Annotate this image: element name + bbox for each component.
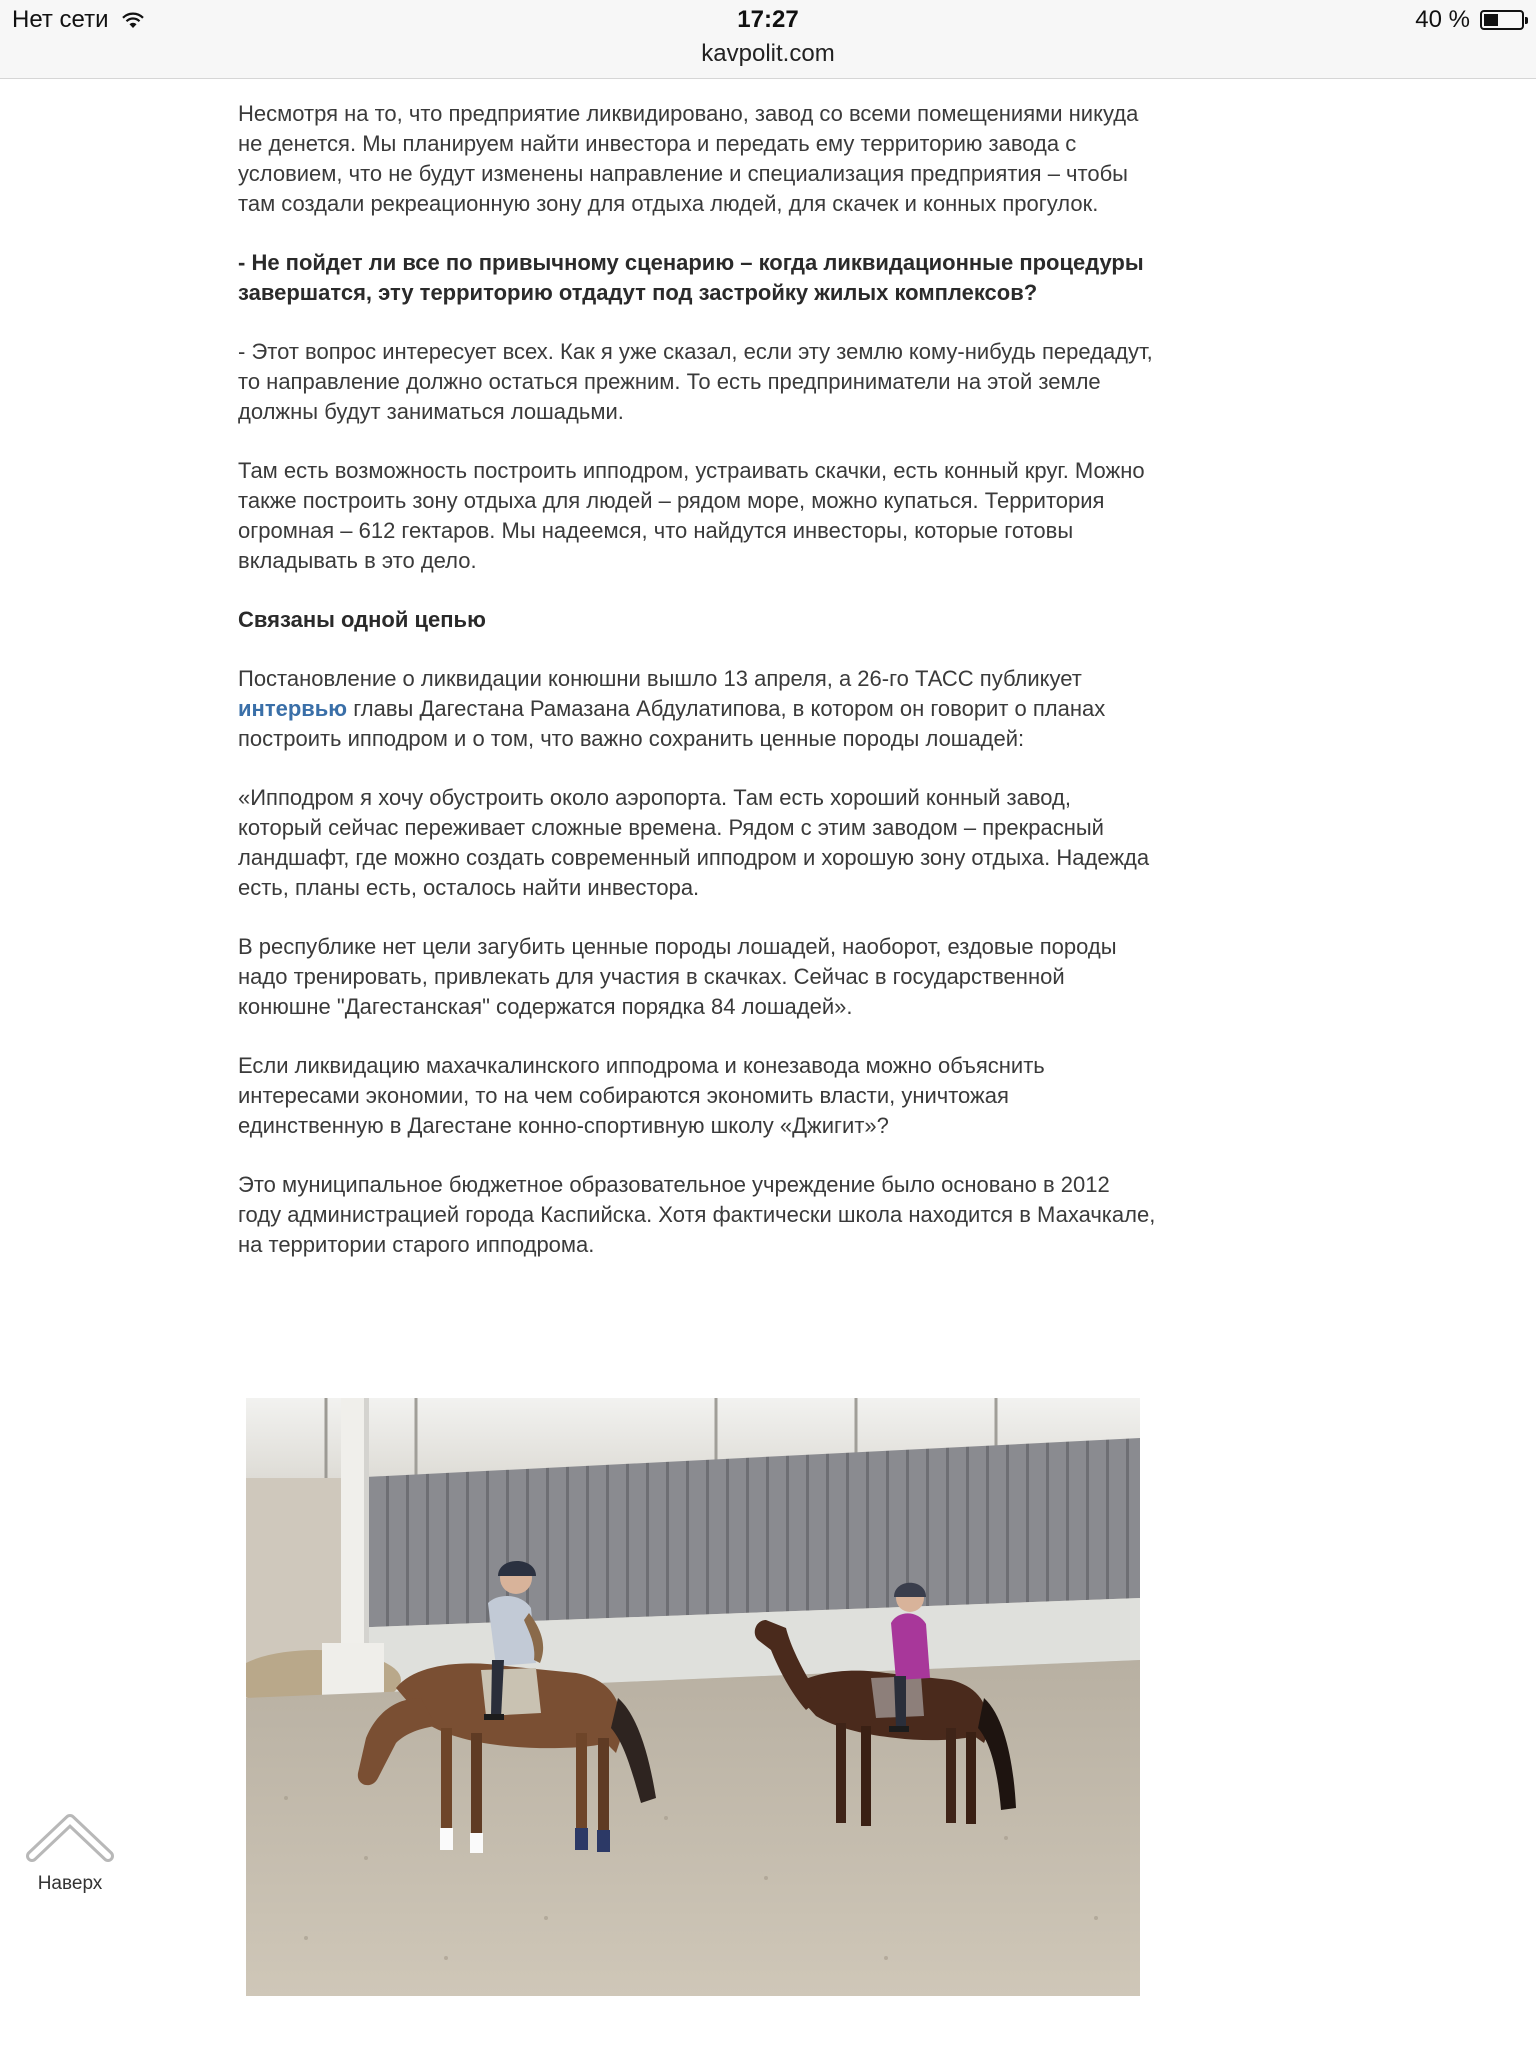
status-address-bar	[0, 0, 1536, 79]
chevron-up-icon	[22, 1810, 118, 1866]
clock: 17:27	[737, 6, 799, 33]
back-to-top-label: Наверх	[37, 1873, 103, 1894]
article-paragraph: Там есть возможность построить ипподром, устраивать скачки, есть конный круг. Можно также построить зону отдыха для людей – рядом море, можно купаться. Территория огромная – 612 гектаров. Мы надеемся, что найдутся инвесторы, которые готовы вкладывать в это дело.	[238, 458, 1145, 573]
article-paragraph: Несмотря на то, что предприятие ликвидировано, завод со всеми помещениями никуда не денется. Мы планируем найти инвестора и передать ему территорию завода с условием, что не будут изменены направление и специализация предприятия – чтобы там создали рекреационную зону для отдыха людей, для скачек и конных прогулок.	[238, 101, 1139, 216]
article-body	[238, 40, 1158, 1289]
back-to-top-button[interactable]	[22, 1810, 118, 1895]
url-field[interactable]: kavpolit.com	[701, 40, 835, 67]
article-photo	[246, 1398, 1140, 1996]
paragraph-text: главы Дагестана Рамазана Абдулатипова, в котором он говорит о планах построить ипподром и о том, что важно сохранить ценные породы лошадей:	[238, 696, 1106, 751]
article-paragraph: - Этот вопрос интересует всех. Как я уже сказал, если эту землю кому-нибудь передадут, то направление должно остаться прежним. То есть предприниматели на этой земле должны будут заниматься лошадьми.	[238, 339, 1153, 424]
battery-status	[1415, 6, 1524, 34]
network-label: Нет сети	[12, 6, 109, 33]
battery-fill	[1484, 14, 1498, 26]
interview-link[interactable]: интервью	[238, 696, 348, 721]
paragraph-text: Постановление о ликвидации конюшни вышло 13 апреля, а 26-го ТАСС публикует	[238, 666, 1082, 691]
article-paragraph-with-link	[238, 664, 1158, 754]
article-paragraph: Если ликвидацию махачкалинского ипподрома и конезавода можно объяснить интересами экономии, то на чем собираются экономить власти, уничтожая единственную в Дагестане конно-спортивную школу «Джигит»?	[238, 1053, 1045, 1138]
quote-paragraph: «Ипподром я хочу обустроить около аэропорта. Там есть хороший конный завод, который сейчас переживает сложные времена. Рядом с этим заводом – прекрасный ландшафт, где можно создать современный ипподром и хорошую зону отдыха. Надежда есть, планы есть, осталось найти инвестора.	[238, 785, 1150, 900]
battery-icon	[1480, 10, 1524, 30]
quote-paragraph: В республике нет цели загубить ценные породы лошадей, наоборот, ездовые породы надо тренировать, привлекать для участия в скачках. Сейчас в государственной конюшне "Дагестанская" содержатся порядка 84 лошадей».	[238, 934, 1117, 1019]
article-paragraph: Это муниципальное бюджетное образовательное учреждение было основано в 2012 году администрацией города Каспийска. Хотя фактически школа находится в Махачкале, на территории старого ипподрома.	[238, 1172, 1156, 1257]
interview-question: - Не пойдет ли все по привычному сценарию – когда ликвидационные процедуры завершатся, эту территорию отдадут под застройку жилых комплексов?	[238, 250, 1144, 305]
battery-label: 40 %	[1415, 6, 1470, 33]
section-heading: Связаны одной цепью	[238, 607, 486, 632]
